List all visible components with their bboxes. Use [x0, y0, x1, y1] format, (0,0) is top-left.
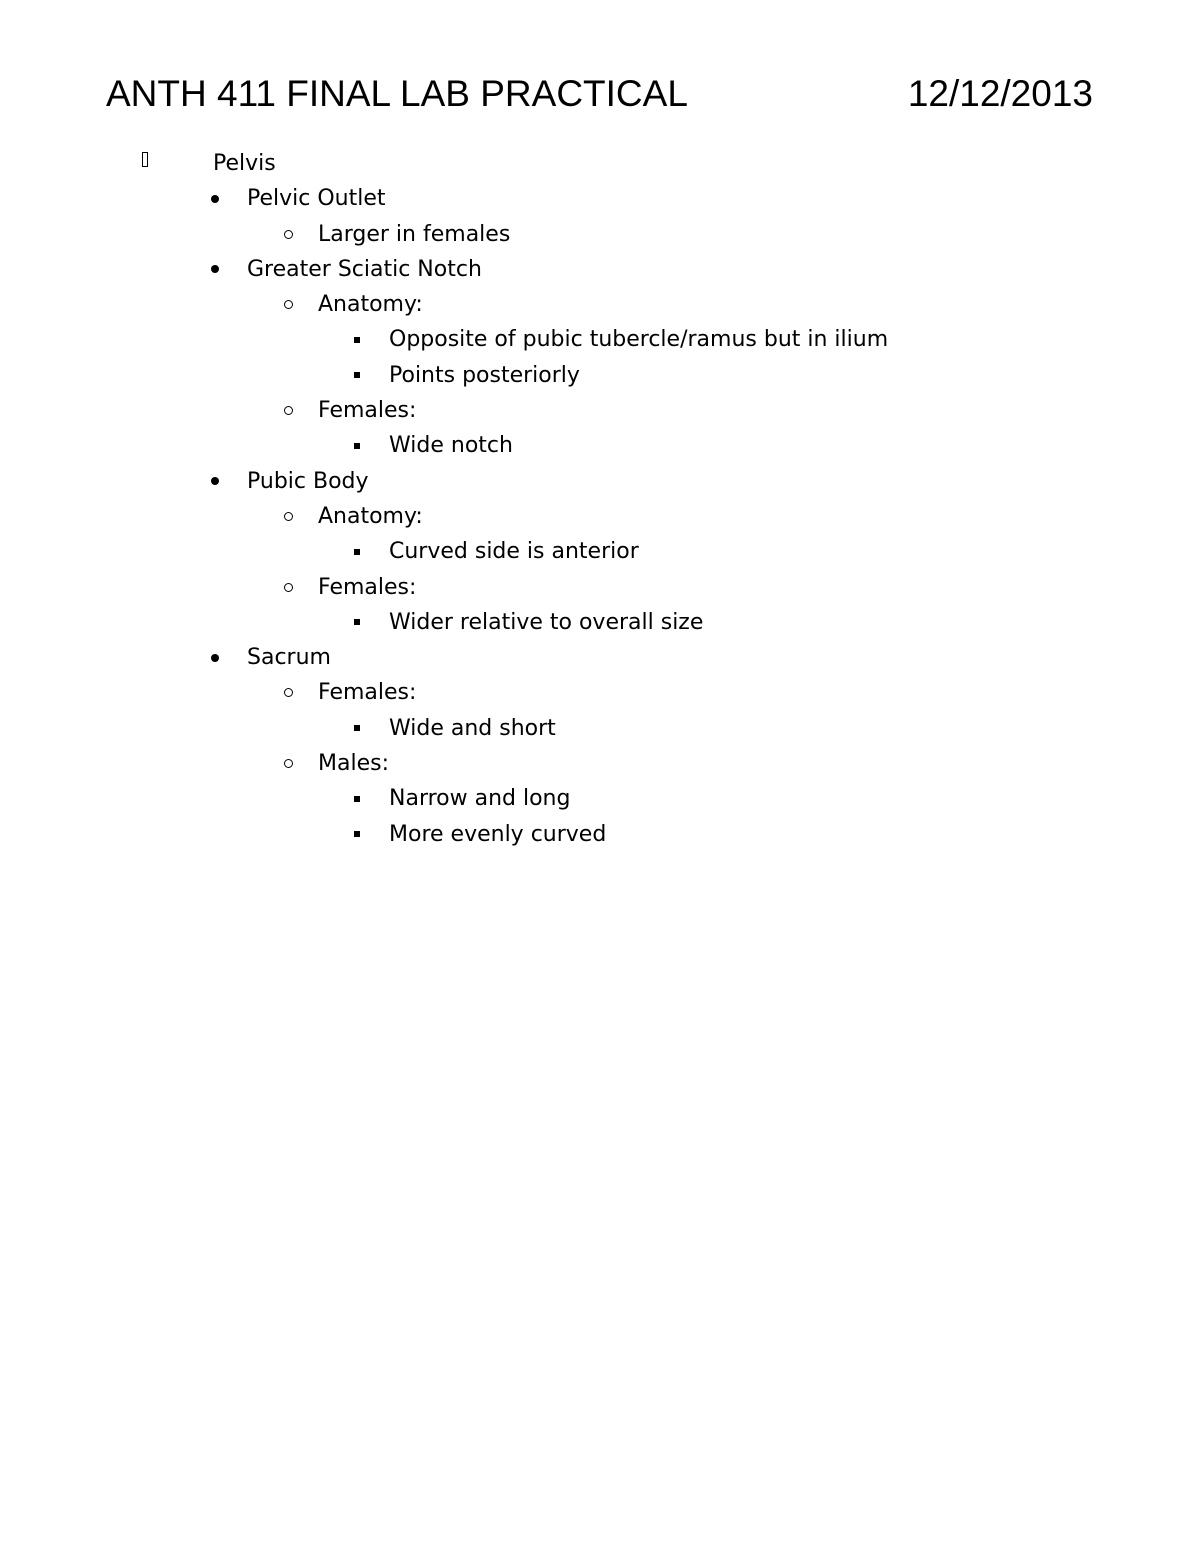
outline-item: [0, 534, 1200, 569]
circle-bullet-icon: [284, 675, 293, 710]
outline-item-label: Curved side is anterior: [389, 539, 639, 565]
circle-bullet-icon: [284, 287, 293, 322]
outline-item-label: More evenly curved: [389, 821, 607, 847]
document-date: 12/12/2013: [907, 73, 1093, 114]
disc-bullet-icon: [211, 252, 219, 287]
outline-item-label: Wide notch: [389, 433, 513, 459]
outline-item: [0, 428, 1200, 463]
outline-item-label: Larger in females: [318, 221, 511, 247]
square-bullet-icon: [354, 781, 360, 816]
outline-topic-label: Pelvis: [213, 151, 276, 176]
outline-item: [0, 181, 1200, 216]
outline-item: [0, 675, 1200, 710]
outline-item: [0, 781, 1200, 816]
outline-item: [0, 746, 1200, 781]
outline-item: [0, 499, 1200, 534]
disc-bullet-icon: [211, 464, 219, 499]
outline-item: [0, 464, 1200, 499]
square-bullet-icon: [354, 428, 360, 463]
outline-item-label: Pubic Body: [247, 468, 369, 494]
missing-glyph-icon: [142, 146, 148, 181]
outline-item: [0, 287, 1200, 322]
square-bullet-icon: [354, 358, 360, 393]
outline-item: [0, 605, 1200, 640]
circle-bullet-icon: [284, 570, 293, 605]
outline-topic: [0, 146, 1200, 181]
outline-item: [0, 393, 1200, 428]
square-bullet-icon: [354, 817, 360, 852]
outline-item: [0, 358, 1200, 393]
outline-item: [0, 640, 1200, 675]
outline-item: [0, 322, 1200, 357]
disc-bullet-icon: [211, 181, 219, 216]
circle-bullet-icon: [284, 499, 293, 534]
outline-item: [0, 570, 1200, 605]
outline-item-label: Points posteriorly: [389, 362, 580, 388]
outline-item-label: Females:: [318, 680, 417, 706]
square-bullet-icon: [354, 534, 360, 569]
outline-item-label: Wide and short: [389, 715, 556, 741]
outline-item: [0, 217, 1200, 252]
square-bullet-icon: [354, 711, 360, 746]
notes-outline: [0, 146, 1200, 852]
outline-item: [0, 817, 1200, 852]
circle-bullet-icon: [284, 393, 293, 428]
outline-item-label: Narrow and long: [389, 786, 571, 812]
outline-item-label: Males:: [318, 751, 389, 777]
outline-item-label: Anatomy:: [318, 292, 423, 318]
document-title: ANTH 411 FINAL LAB PRACTICAL: [106, 73, 688, 114]
outline-item-label: Wider relative to overall size: [389, 609, 704, 635]
disc-bullet-icon: [211, 640, 219, 675]
square-bullet-icon: [354, 605, 360, 640]
outline-item-label: Opposite of pubic tubercle/ramus but in ilium: [389, 327, 889, 353]
outline-item-label: Anatomy:: [318, 503, 423, 529]
circle-bullet-icon: [284, 217, 293, 252]
outline-item-label: Sacrum: [247, 645, 331, 671]
outline-item-label: Females:: [318, 574, 417, 600]
outline-item-label: Greater Sciatic Notch: [247, 256, 482, 282]
outline-item: [0, 252, 1200, 287]
outline-item-label: Females:: [318, 398, 417, 424]
square-bullet-icon: [354, 322, 360, 357]
outline-item: [0, 711, 1200, 746]
outline-item-label: Pelvic Outlet: [247, 186, 386, 212]
circle-bullet-icon: [284, 746, 293, 781]
